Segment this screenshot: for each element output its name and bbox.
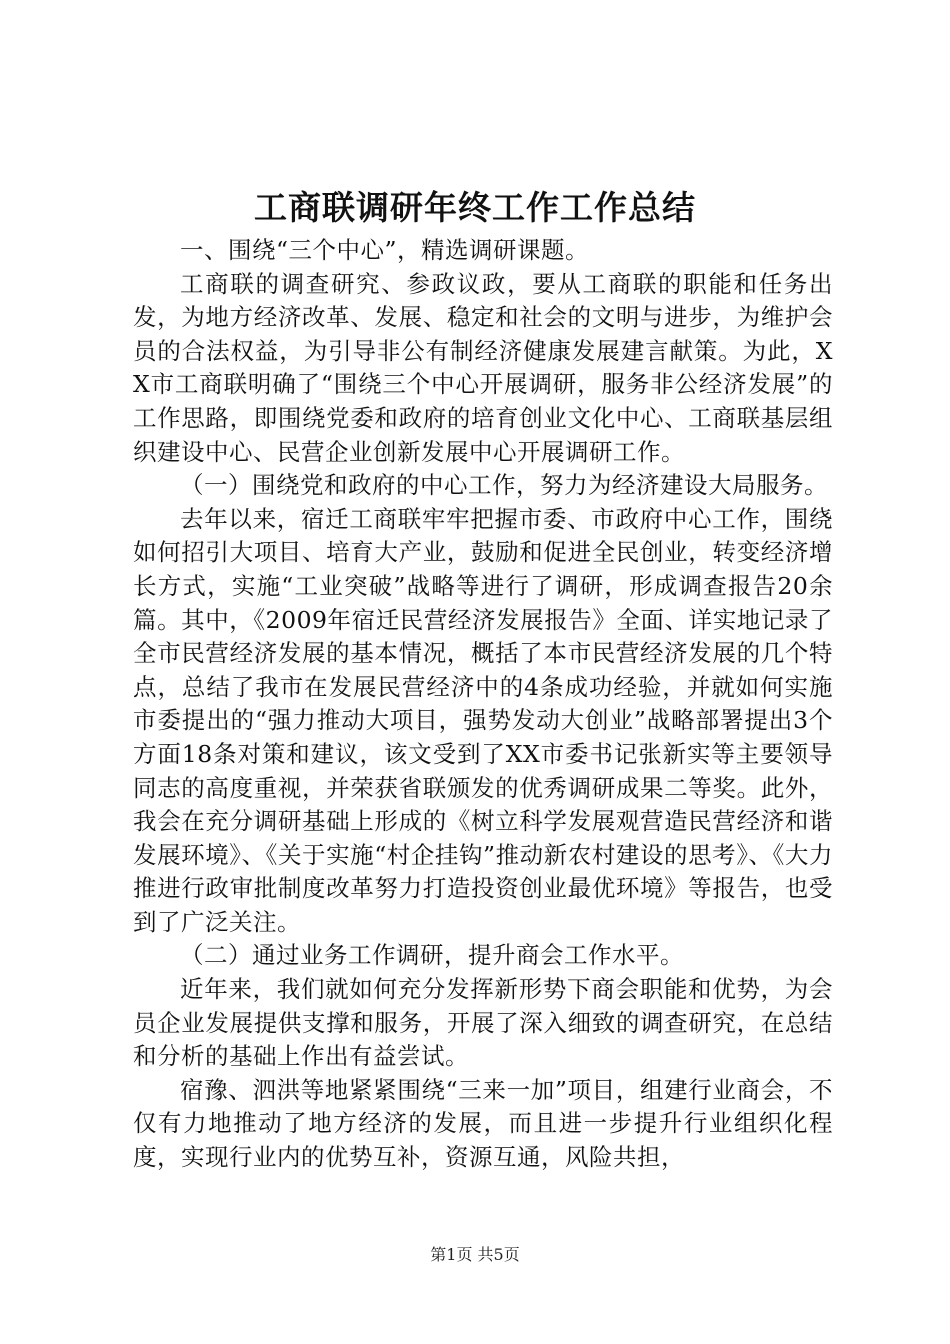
body-paragraph: 工商联的调查研究、参政议政，要从工商联的职能和任务出发，为地方经济改革、发展、稳定和社会的文明与进步，为维护会员的合法权益，为引导非公有制经济健康发展建言献策。为此，XX市工商联明确了“围绕三个中心开展调研，服务非公经济发展”的工作思路，即围绕党委和政府的培育创业文化中心、工商联基层组织建设中心、民营企业创新发展中心开展调研工作。	[133, 269, 833, 466]
section-heading: 一、围绕“三个中心”，精选调研课题。	[180, 236, 590, 264]
subsection-heading: （二）通过业务工作调研，提升商会工作水平。	[180, 941, 684, 970]
body-paragraph: 近年来，我们就如何充分发挥新形势下商会职能和优势，为会员企业发展提供支撑和服务，开展了深入细致的调查研究，在总结和分析的基础上作出有益尝试。	[133, 975, 833, 1071]
body-paragraph: 去年以来，宿迁工商联牢牢把握市委、市政府中心工作，围绕如何招引大项目、培育大产业，鼓励和促进全民创业，转变经济增长方式，实施“工业突破”战略等进行了调研，形成调查报告20余篇。其中，《2009年宿迁民营经济发展报告》全面、详实地记录了全市民营经济发展的基本情况，概括了本市民营经济发展的几个特点，总结了我市在发展民营经济中的4条成功经验，并就如何实施市委提出的“强力推动大项目，强势发动大创业”战略部署提出3个方面18条对策和建议，该文受到了XX市委书记张新实等主要领导同志的高度重视，并荣获省联颁发的优秀调研成果二等奖。此外，我会在充分调研基础上形成的《树立科学发展观营造民营经济和谐发展环境》、《关于实施“村企挂钩”推动新农村建设的思考》、《大力推进行政审批制度改革努力打造投资创业最优环境》等报告，也受到了广泛关注。	[133, 504, 833, 936]
body-paragraph: 宿豫、泗洪等地紧紧围绕“三来一加”项目，组建行业商会，不仅有力地推动了地方经济的发展，而且进一步提升行业组织化程度，实现行业内的优势互补，资源互通，风险共担，	[133, 1075, 833, 1172]
document-title: 工商联调研年终工作工作总结	[254, 188, 696, 227]
document-body	[133, 234, 833, 1175]
subsection-heading: （一）围绕党和政府的中心工作，努力为经济建设大局服务。	[180, 471, 828, 500]
page-number-footer: 第1页 共5页	[430, 1245, 520, 1264]
